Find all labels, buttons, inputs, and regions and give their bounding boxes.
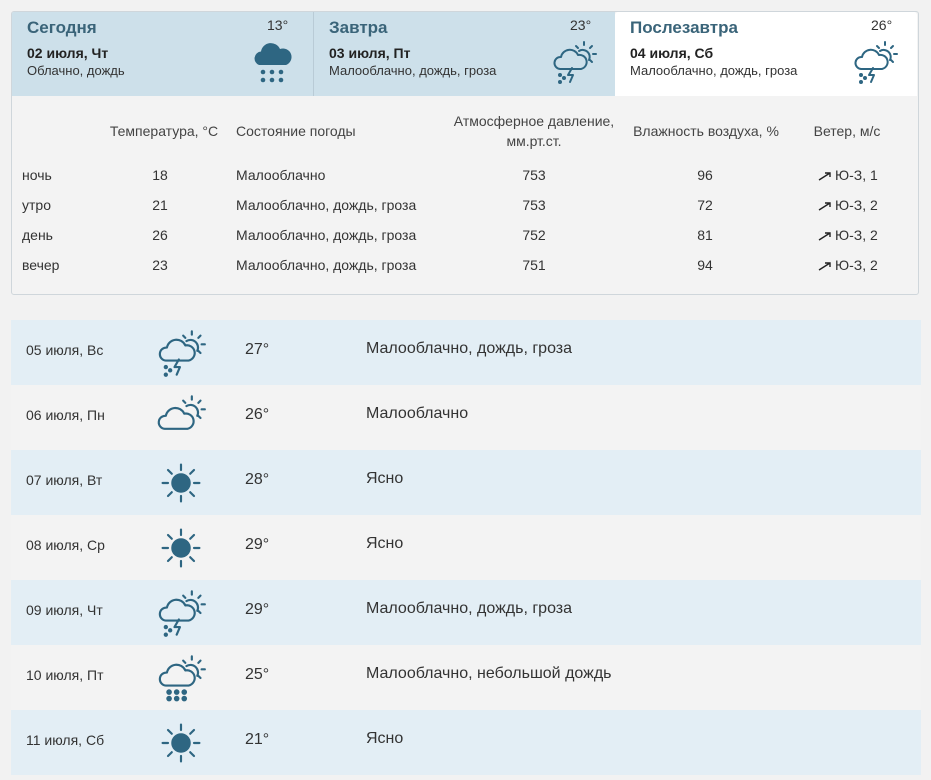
day-temp: 29° (245, 601, 270, 618)
day-temp: 21° (245, 731, 270, 748)
cell-pressure: 753 (522, 167, 546, 183)
tab-description: Малооблачно, дождь, гроза (630, 63, 798, 78)
day-temp: 27° (245, 341, 270, 358)
tab-today[interactable] (12, 12, 313, 96)
cell-condition: Малооблачно, дождь, гроза (236, 227, 417, 243)
wind-arrow-icon (818, 261, 832, 271)
cell-wind (818, 167, 878, 183)
tab-title: Завтра (329, 18, 388, 37)
sun-cloud-rain-thunder-icon (550, 38, 598, 86)
sun-cloud-rain-thunder-icon (155, 327, 207, 379)
sun-cloud-rain-thunder-icon (851, 38, 899, 86)
header-pressure-line1: Атмосферное давление, (453, 113, 615, 129)
cell-humidity: 96 (697, 167, 713, 183)
day-temp: 29° (245, 536, 270, 553)
header-condition: Состояние погоды (236, 123, 356, 139)
day-description: Ясно (366, 535, 404, 552)
cell-pressure: 753 (522, 197, 546, 213)
wind-arrow-icon (818, 231, 832, 241)
day-description: Малооблачно, дождь, гроза (366, 600, 573, 617)
day-description: Малооблачно, небольшой дождь (366, 665, 612, 682)
tab-date: 03 июля, Пт (329, 45, 411, 61)
list-item[interactable] (11, 515, 921, 580)
day-description: Ясно (366, 470, 404, 487)
cell-pressure: 752 (522, 227, 546, 243)
wind-value: Ю-З, 2 (835, 227, 878, 243)
cell-wind (818, 227, 878, 243)
forecast-detail-box (11, 11, 919, 295)
tab-description: Малооблачно, дождь, гроза (329, 63, 497, 78)
wind-value: Ю-З, 2 (835, 257, 878, 273)
list-item[interactable] (11, 580, 921, 645)
day-temp: 25° (245, 666, 270, 683)
row-label-night: ночь (22, 167, 52, 183)
day-description: Малооблачно, дождь, гроза (366, 340, 573, 357)
cell-humidity: 94 (697, 257, 713, 273)
tab-date: 04 июля, Сб (630, 45, 714, 61)
day-temp: 26° (245, 406, 270, 423)
header-wind: Ветер, м/с (813, 123, 881, 139)
wind-arrow-icon (818, 201, 832, 211)
day-description: Ясно (366, 730, 404, 747)
tab-day-after-tomorrow[interactable] (615, 12, 917, 96)
tab-temp: 13° (267, 17, 289, 33)
sun-cloud-icon (155, 392, 207, 444)
header-pressure (444, 111, 624, 151)
cell-condition: Малооблачно (236, 167, 326, 183)
header-humidity: Влажность воздуха, % (633, 123, 779, 139)
wind-value: Ю-З, 1 (835, 167, 878, 183)
cell-temperature: 26 (152, 227, 168, 243)
sun-icon (155, 522, 207, 574)
day-tabs (12, 12, 919, 96)
day-date: 11 июля, Сб (26, 732, 105, 748)
wind-arrow-icon (818, 171, 832, 181)
day-date: 10 июля, Пт (26, 667, 104, 683)
day-date: 05 июля, Вс (26, 342, 104, 358)
tab-title: Сегодня (27, 18, 97, 37)
sun-icon (155, 717, 207, 769)
list-item[interactable] (11, 710, 921, 775)
day-date: 08 июля, Ср (26, 537, 105, 553)
day-date: 07 июля, Вт (26, 472, 103, 488)
cell-humidity: 81 (697, 227, 713, 243)
sun-icon (155, 457, 207, 509)
row-label-evening: вечер (22, 257, 60, 273)
list-item[interactable] (11, 385, 921, 450)
day-date: 09 июля, Чт (26, 602, 103, 618)
tab-temp: 23° (570, 17, 592, 33)
day-temp: 28° (245, 471, 270, 488)
wind-value: Ю-З, 2 (835, 197, 878, 213)
list-item[interactable] (11, 320, 921, 385)
cell-condition: Малооблачно, дождь, гроза (236, 257, 417, 273)
tab-title: Послезавтра (630, 18, 738, 37)
cell-wind (818, 257, 878, 273)
header-temperature: Температура, °C (109, 123, 219, 139)
cell-condition: Малооблачно, дождь, гроза (236, 197, 417, 213)
header-pressure-line2: мм.рт.ст. (506, 133, 562, 149)
cell-pressure: 751 (522, 257, 546, 273)
list-item[interactable] (11, 450, 921, 515)
sun-cloud-rain-thunder-icon (155, 587, 207, 639)
tab-description: Облачно, дождь (27, 63, 125, 78)
hourly-detail-table (12, 96, 919, 295)
tab-tomorrow[interactable] (313, 12, 615, 96)
tab-temp: 26° (871, 17, 893, 33)
cell-temperature: 21 (152, 197, 168, 213)
tab-date: 02 июля, Чт (27, 45, 109, 61)
day-date: 06 июля, Пн (26, 407, 105, 423)
list-item[interactable] (11, 645, 921, 710)
row-label-morning: утро (22, 197, 51, 213)
row-label-day: день (22, 227, 53, 243)
day-description: Малооблачно (366, 405, 469, 422)
cell-temperature: 23 (152, 257, 168, 273)
cell-temperature: 18 (152, 167, 168, 183)
cell-humidity: 72 (697, 197, 713, 213)
cell-wind (818, 197, 878, 213)
sun-cloud-rain-icon (155, 652, 207, 704)
cloud-rain-icon (248, 38, 296, 86)
